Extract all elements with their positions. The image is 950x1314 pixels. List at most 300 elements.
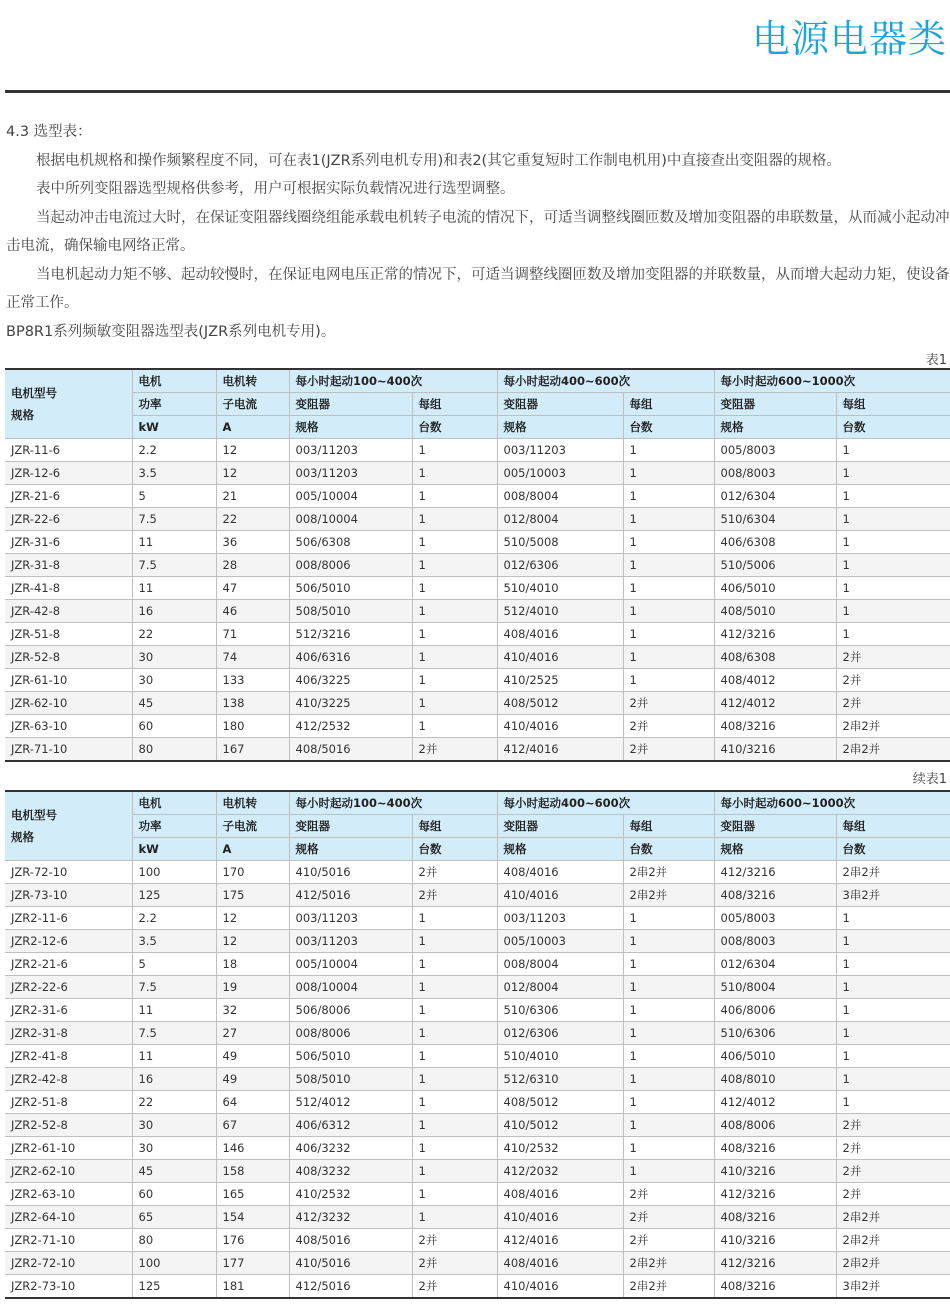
table-cell: 410/3216	[714, 1229, 836, 1252]
intro-text	[6, 118, 950, 346]
table-cell: 012/8004	[497, 976, 623, 999]
power-header: 电机	[132, 791, 216, 815]
table-cell: 1	[412, 600, 497, 623]
table-cell: 412/5016	[289, 884, 412, 907]
table-cell: 008/8006	[289, 554, 412, 577]
table-cell: 2串2并	[836, 738, 950, 762]
table-cell: 412/3232	[289, 1206, 412, 1229]
table-cell: 510/4010	[497, 1045, 623, 1068]
table-cell: 2并	[836, 1137, 950, 1160]
group2-header: 每小时起动400~600次	[497, 791, 714, 815]
table-row	[5, 462, 950, 485]
table-cell: 180	[216, 715, 289, 738]
table-cell: 408/5012	[497, 1091, 623, 1114]
table-cell: 408/8010	[714, 1068, 836, 1091]
table-cell: 005/8003	[714, 439, 836, 462]
table-cell: 406/8006	[714, 999, 836, 1022]
table-cell: 1	[836, 462, 950, 485]
table-cell: 005/10003	[497, 930, 623, 953]
table-cell: 1	[412, 531, 497, 554]
table-cell: JZR-22-6	[5, 508, 132, 531]
table-cell: 1	[836, 577, 950, 600]
table-cell: 28	[216, 554, 289, 577]
table-cell: 408/4016	[497, 1183, 623, 1206]
table-row	[5, 669, 950, 692]
table-cell: 1	[836, 1045, 950, 1068]
table-cell: 2并	[412, 884, 497, 907]
count-header: 台数	[836, 838, 950, 861]
group2-header: 每小时起动400~600次	[497, 369, 714, 393]
table-cell: 008/8003	[714, 930, 836, 953]
table-row	[5, 1229, 950, 1252]
table-cell: 100	[132, 861, 216, 884]
table-cell: 1	[623, 531, 714, 554]
table-cell: 406/6312	[289, 1114, 412, 1137]
table2-label: 续表1	[912, 772, 947, 787]
table-cell: 16	[132, 600, 216, 623]
table-cell: JZR2-12-6	[5, 930, 132, 953]
table-cell: JZR-72-10	[5, 861, 132, 884]
table1-label: 表1	[925, 353, 947, 368]
table-cell: 1	[623, 1045, 714, 1068]
table-cell: JZR2-41-8	[5, 1045, 132, 1068]
page-title: 电源电器类	[751, 17, 947, 61]
table-cell: 1	[623, 953, 714, 976]
table-cell: 012/6304	[714, 485, 836, 508]
table-cell: 005/8003	[714, 907, 836, 930]
table-cell: 410/5012	[497, 1114, 623, 1137]
table-cell: 1	[836, 907, 950, 930]
power-unit: kW	[132, 838, 216, 861]
table-cell: 408/4016	[497, 623, 623, 646]
table-cell: 2并	[623, 1229, 714, 1252]
table-cell: 1	[836, 976, 950, 999]
table-cell: 2串2并	[836, 1229, 950, 1252]
table-cell: 412/5016	[289, 1275, 412, 1299]
table-cell: 27	[216, 1022, 289, 1045]
table-row	[5, 508, 950, 531]
table-cell: 410/4016	[497, 1206, 623, 1229]
selection-table-2	[5, 790, 950, 1299]
table-cell: JZR2-11-6	[5, 907, 132, 930]
table-header-row	[5, 791, 950, 815]
table-row	[5, 715, 950, 738]
table-cell: 410/4016	[497, 1275, 623, 1299]
table-cell: 60	[132, 715, 216, 738]
table-row	[5, 907, 950, 930]
table-cell: 406/3232	[289, 1137, 412, 1160]
count-header: 每组	[623, 815, 714, 838]
count-header: 台数	[623, 838, 714, 861]
table-cell: 508/5010	[289, 600, 412, 623]
table-cell: 7.5	[132, 1022, 216, 1045]
table-cell: 49	[216, 1068, 289, 1091]
count-header: 台数	[412, 838, 497, 861]
table-cell: 1	[836, 999, 950, 1022]
table-cell: 408/5010	[714, 600, 836, 623]
paragraph-1: 根据电机规格和操作频繁程度不同，可在表1(JZR系列电机专用)和表2(其它重复短时工作制电机用)中直接查出变阻器的规格。	[36, 152, 841, 169]
resistor-header: 规格	[497, 416, 623, 439]
table-cell: 7.5	[132, 508, 216, 531]
table-cell: 1	[412, 976, 497, 999]
table-cell: 2并	[623, 715, 714, 738]
table-row	[5, 1252, 950, 1275]
table-cell: 64	[216, 1091, 289, 1114]
table-row	[5, 999, 950, 1022]
table-cell: 410/5016	[289, 1252, 412, 1275]
table-cell: 510/6306	[714, 1022, 836, 1045]
count-header: 每组	[623, 393, 714, 416]
group3-header: 每小时起动600~1000次	[714, 791, 950, 815]
table-row	[5, 1091, 950, 1114]
table-cell: 11	[132, 999, 216, 1022]
table-cell: 1	[623, 508, 714, 531]
table-cell: 45	[132, 692, 216, 715]
table-cell: 3串2并	[836, 884, 950, 907]
table-cell: 74	[216, 646, 289, 669]
table-cell: 510/5006	[714, 554, 836, 577]
table-cell: 408/5012	[497, 692, 623, 715]
table-cell: 1	[412, 692, 497, 715]
table-cell: 410/2532	[497, 1137, 623, 1160]
table-cell: 2.2	[132, 907, 216, 930]
table-cell: 1	[412, 1022, 497, 1045]
table-cell: 11	[132, 577, 216, 600]
table-cell: 406/5010	[714, 1045, 836, 1068]
table-cell: 1	[836, 439, 950, 462]
table-cell: JZR-52-8	[5, 646, 132, 669]
table-cell: 11	[132, 531, 216, 554]
table-row	[5, 439, 950, 462]
table-cell: 510/8004	[714, 976, 836, 999]
table-cell: 1	[836, 485, 950, 508]
paragraph-2: 表中所列变阻器选型规格供参考，用户可根据实际负载情况进行选型调整。	[36, 181, 515, 197]
table-cell: 100	[132, 1252, 216, 1275]
table-cell: 408/3216	[714, 1275, 836, 1299]
current-header: 电机转	[216, 369, 289, 393]
table-cell: JZR2-71-10	[5, 1229, 132, 1252]
table-cell: 1	[412, 1091, 497, 1114]
table-cell: 410/5016	[289, 861, 412, 884]
table-cell: 5	[132, 953, 216, 976]
table-cell: 30	[132, 1114, 216, 1137]
table-cell: 408/5016	[289, 738, 412, 762]
count-header: 台数	[623, 416, 714, 439]
table-cell: 2串2并	[623, 1275, 714, 1299]
table-cell: 408/3216	[714, 1137, 836, 1160]
table-row	[5, 600, 950, 623]
section-heading: 4.3 选型表：	[6, 124, 92, 140]
count-header: 每组	[412, 393, 497, 416]
table-cell: JZR2-63-10	[5, 1183, 132, 1206]
table-row	[5, 1275, 950, 1299]
table-cell: 1	[623, 907, 714, 930]
table-cell: 408/4016	[497, 861, 623, 884]
table-cell: 412/2032	[497, 1160, 623, 1183]
table-cell: 2并	[412, 861, 497, 884]
table-cell: 2并	[836, 1160, 950, 1183]
table-cell: 22	[132, 1091, 216, 1114]
table-cell: 410/4016	[497, 646, 623, 669]
table-cell: 008/8004	[497, 953, 623, 976]
table-cell: 003/11203	[289, 930, 412, 953]
table-cell: JZR-63-10	[5, 715, 132, 738]
table-cell: 1	[836, 1022, 950, 1045]
table-cell: 32	[216, 999, 289, 1022]
table-cell: JZR2-62-10	[5, 1160, 132, 1183]
table-row	[5, 623, 950, 646]
table-cell: JZR-21-6	[5, 485, 132, 508]
table-cell: 30	[132, 669, 216, 692]
table-cell: 1	[623, 646, 714, 669]
resistor-header: 规格	[714, 416, 836, 439]
table-cell: 408/4012	[714, 669, 836, 692]
table-header-row	[5, 416, 950, 439]
table-cell: 1	[623, 999, 714, 1022]
table-cell: 1	[836, 953, 950, 976]
table-cell: JZR2-42-8	[5, 1068, 132, 1091]
resistor-header: 规格	[714, 838, 836, 861]
table-cell: 146	[216, 1137, 289, 1160]
table-cell: 003/11203	[497, 439, 623, 462]
table-cell: 154	[216, 1206, 289, 1229]
table-cell: 2并	[623, 738, 714, 762]
table-cell: 1	[623, 439, 714, 462]
table-cell: 2并	[836, 1114, 950, 1137]
table-row	[5, 1068, 950, 1091]
table-cell: 3串2并	[836, 1275, 950, 1299]
table-cell: 2串2并	[623, 1252, 714, 1275]
group1-header: 每小时起动100~400次	[289, 791, 497, 815]
table-cell: 60	[132, 1183, 216, 1206]
table-row	[5, 976, 950, 999]
table-cell: 2并	[623, 692, 714, 715]
table-cell: 008/8003	[714, 462, 836, 485]
table-cell: 1	[836, 623, 950, 646]
table-cell: 2串2并	[623, 884, 714, 907]
table-cell: 512/4012	[289, 1091, 412, 1114]
table-cell: 1	[623, 577, 714, 600]
table-cell: JZR2-22-6	[5, 976, 132, 999]
table-cell: 1	[412, 1137, 497, 1160]
table-cell: 412/3216	[714, 623, 836, 646]
table-row	[5, 692, 950, 715]
table-row	[5, 1114, 950, 1137]
count-header: 每组	[836, 815, 950, 838]
table-cell: 46	[216, 600, 289, 623]
table-row	[5, 1137, 950, 1160]
table-cell: 175	[216, 884, 289, 907]
table-cell: 12	[216, 930, 289, 953]
table-cell: 1	[412, 1068, 497, 1091]
table-cell: 2并	[836, 669, 950, 692]
table-cell: 2并	[836, 692, 950, 715]
table-cell: 1	[623, 623, 714, 646]
table-cell: 2串2并	[836, 861, 950, 884]
current-header: 子电流	[216, 815, 289, 838]
table-cell: 18	[216, 953, 289, 976]
table-cell: 005/10004	[289, 485, 412, 508]
table-cell: JZR-73-10	[5, 884, 132, 907]
table-cell: 412/4012	[714, 692, 836, 715]
table-cell: 158	[216, 1160, 289, 1183]
table-cell: 2并	[623, 1206, 714, 1229]
table-cell: 408/3216	[714, 715, 836, 738]
table-cell: 7.5	[132, 554, 216, 577]
table-cell: 003/11203	[497, 907, 623, 930]
table-cell: 1	[623, 600, 714, 623]
table-cell: 512/4010	[497, 600, 623, 623]
table-cell: 5	[132, 485, 216, 508]
table-cell: 12	[216, 462, 289, 485]
table-header-row	[5, 369, 950, 393]
table-row	[5, 554, 950, 577]
table-row	[5, 1045, 950, 1068]
model-header: 电机型号 规格	[5, 791, 132, 861]
table-cell: 125	[132, 884, 216, 907]
table-cell: 008/10004	[289, 976, 412, 999]
table-row	[5, 953, 950, 976]
table-cell: 1	[412, 715, 497, 738]
table-cell: 408/8006	[714, 1114, 836, 1137]
table-cell: 1	[623, 1091, 714, 1114]
table-cell: 1	[412, 1114, 497, 1137]
table-cell: 3.5	[132, 462, 216, 485]
table-cell: 2并	[412, 1229, 497, 1252]
paragraph-3: 当起动冲击电流过大时，在保证变阻器线圈绕组能承载电机转子电流的情况下，可适当调整线圈匝数及增加变阻器的串联数量，从而减小起动冲击电流，确保输电网络正常。	[6, 209, 950, 254]
table-cell: 1	[623, 1022, 714, 1045]
table-cell: JZR2-31-8	[5, 1022, 132, 1045]
table-cell: 510/4010	[497, 577, 623, 600]
header-rule	[5, 90, 950, 93]
table-cell: 408/3216	[714, 1206, 836, 1229]
table-cell: 1	[412, 930, 497, 953]
table-cell: 19	[216, 976, 289, 999]
table-cell: 12	[216, 907, 289, 930]
table-cell: 012/8004	[497, 508, 623, 531]
table-cell: 1	[412, 485, 497, 508]
table-cell: 506/6308	[289, 531, 412, 554]
table-cell: 133	[216, 669, 289, 692]
table-cell: JZR-11-6	[5, 439, 132, 462]
table-cell: 408/3216	[714, 884, 836, 907]
table-cell: 1	[623, 554, 714, 577]
table-cell: 408/5016	[289, 1229, 412, 1252]
table-cell: 012/6304	[714, 953, 836, 976]
resistor-header: 变阻器	[497, 815, 623, 838]
table-cell: 177	[216, 1252, 289, 1275]
power-header: 电机	[132, 369, 216, 393]
table-cell: 008/8006	[289, 1022, 412, 1045]
count-header: 每组	[836, 393, 950, 416]
table-cell: JZR2-31-6	[5, 999, 132, 1022]
table-cell: 1	[623, 669, 714, 692]
table-cell: 408/6308	[714, 646, 836, 669]
table-cell: 36	[216, 531, 289, 554]
table-cell: JZR-51-8	[5, 623, 132, 646]
table-cell: 1	[623, 1160, 714, 1183]
table-cell: 1	[412, 577, 497, 600]
table-cell: 1	[836, 930, 950, 953]
count-header: 台数	[412, 416, 497, 439]
table-cell: 012/6306	[497, 554, 623, 577]
table-cell: 65	[132, 1206, 216, 1229]
table-cell: 47	[216, 577, 289, 600]
table-row	[5, 930, 950, 953]
selection-table-1	[5, 368, 950, 762]
table-cell: 408/3232	[289, 1160, 412, 1183]
table-cell: 1	[623, 485, 714, 508]
table-cell: 406/3225	[289, 669, 412, 692]
group3-header: 每小时起动600~1000次	[714, 369, 950, 393]
table-cell: 2串2并	[836, 1252, 950, 1275]
table-cell: 1	[836, 508, 950, 531]
table-cell: 11	[132, 1045, 216, 1068]
table-cell: 80	[132, 738, 216, 762]
table-cell: JZR-12-6	[5, 462, 132, 485]
count-header: 每组	[412, 815, 497, 838]
table-cell: 138	[216, 692, 289, 715]
resistor-header: 规格	[289, 838, 412, 861]
resistor-header: 变阻器	[289, 393, 412, 416]
table-cell: 410/4016	[497, 715, 623, 738]
resistor-header: 变阻器	[714, 393, 836, 416]
table-cell: 512/3216	[289, 623, 412, 646]
table-cell: 510/5008	[497, 531, 623, 554]
table-cell: 1	[623, 1114, 714, 1137]
table-cell: 510/6306	[497, 999, 623, 1022]
table-row	[5, 577, 950, 600]
table-cell: 406/6308	[714, 531, 836, 554]
table-cell: 22	[132, 623, 216, 646]
power-header: 功率	[132, 815, 216, 838]
table-row	[5, 531, 950, 554]
table-cell: 125	[132, 1275, 216, 1299]
table-cell: 7.5	[132, 976, 216, 999]
table-cell: JZR-41-8	[5, 577, 132, 600]
table-cell: JZR-31-6	[5, 531, 132, 554]
table-cell: 410/3216	[714, 1160, 836, 1183]
table-cell: 1	[412, 669, 497, 692]
table-cell: 1	[623, 976, 714, 999]
table-cell: 410/2525	[497, 669, 623, 692]
table-row	[5, 1022, 950, 1045]
table-cell: 1	[412, 554, 497, 577]
resistor-header: 规格	[497, 838, 623, 861]
table-cell: 1	[412, 999, 497, 1022]
table-cell: 506/8006	[289, 999, 412, 1022]
table-cell: 008/10004	[289, 508, 412, 531]
table-cell: JZR-71-10	[5, 738, 132, 762]
table-cell: 410/3216	[714, 738, 836, 762]
table-cell: JZR-62-10	[5, 692, 132, 715]
table-cell: JZR-61-10	[5, 669, 132, 692]
table-cell: JZR2-52-8	[5, 1114, 132, 1137]
table-cell: 2并	[836, 646, 950, 669]
table-row	[5, 646, 950, 669]
table-cell: 1	[412, 462, 497, 485]
resistor-header: 变阻器	[289, 815, 412, 838]
table-row	[5, 738, 950, 762]
table-cell: 1	[836, 1091, 950, 1114]
table-cell: 510/6304	[714, 508, 836, 531]
model-header: 电机型号 规格	[5, 369, 132, 439]
table-cell: 512/6310	[497, 1068, 623, 1091]
table-cell: 16	[132, 1068, 216, 1091]
table-cell: 30	[132, 1137, 216, 1160]
table-cell: 410/2532	[289, 1183, 412, 1206]
table-cell: 71	[216, 623, 289, 646]
